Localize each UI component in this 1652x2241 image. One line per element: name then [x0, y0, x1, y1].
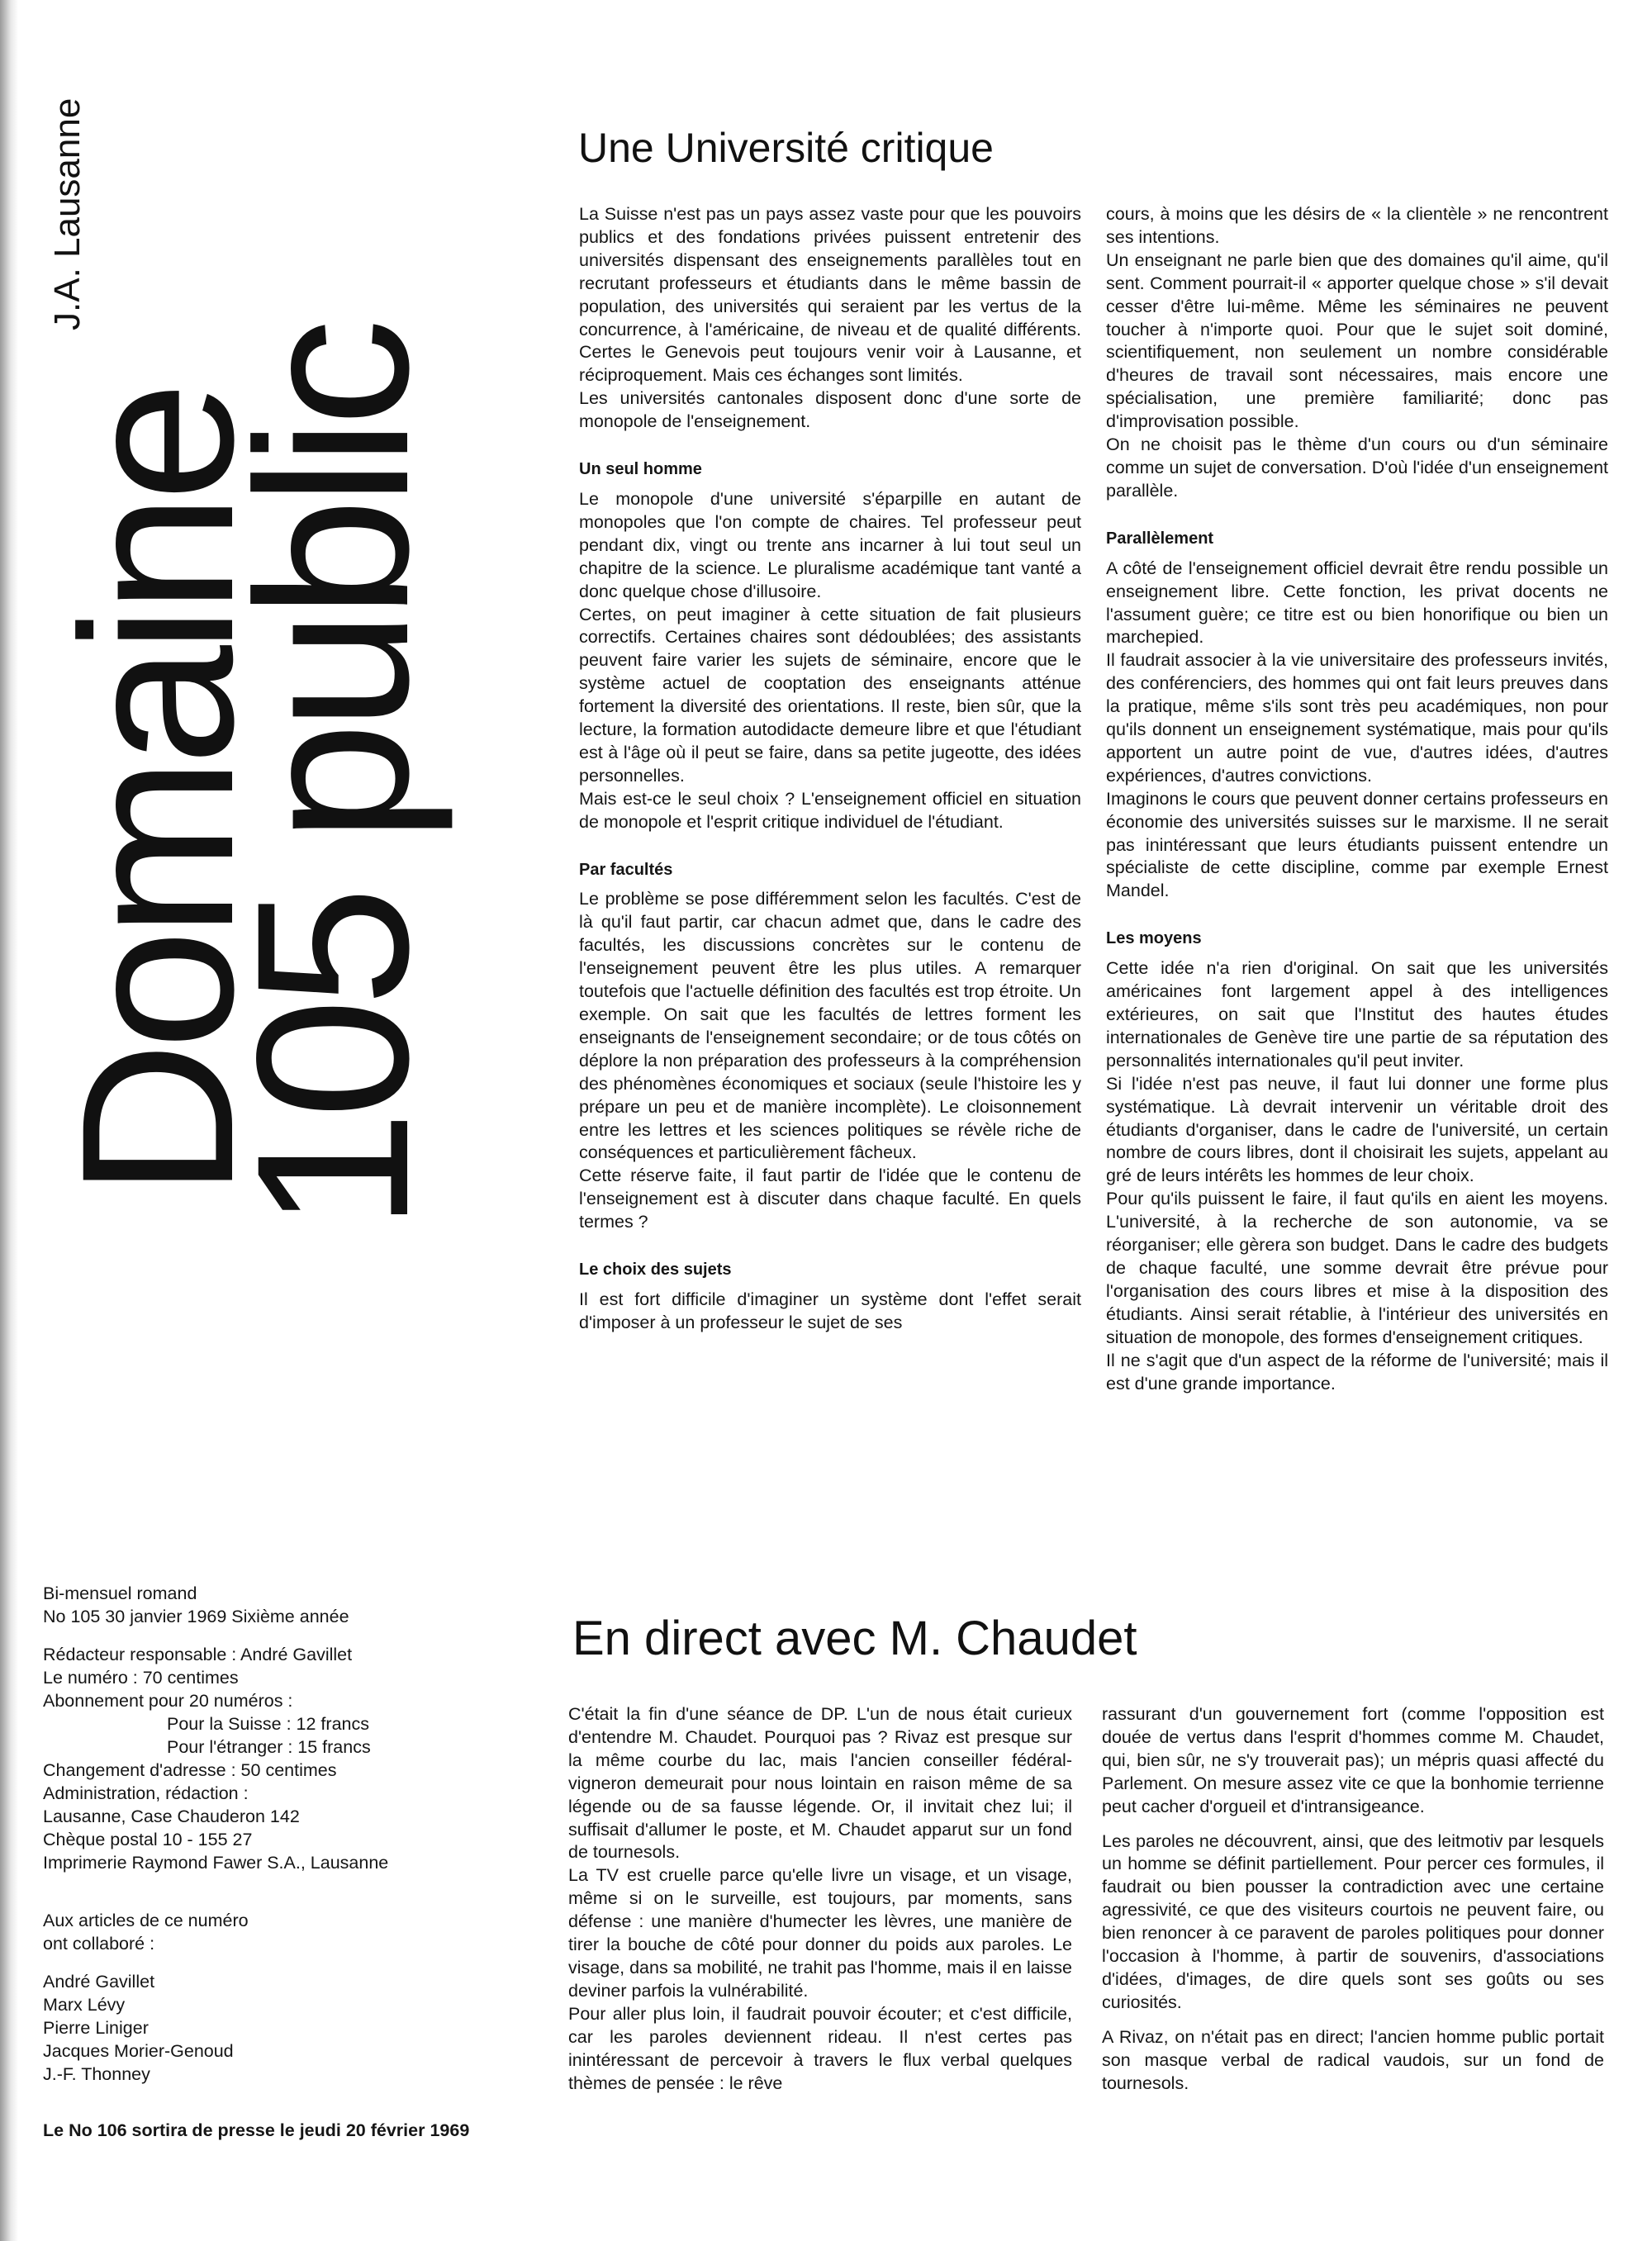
section-heading: Les moyens	[1106, 929, 1202, 948]
paragraph: C'était la fin d'une séance de DP. L'un de nous était curieux d'entendre M. Chaudet. Pourquoi pas ? Rivaz est presque sur la même courbe du lac, mais l'ancien conseiller fédéral-vigneron demeurait pour nous lointain en raison même de sa légende ou de sa fausse légende. Or, il invitait chez lui; il suffisait d'allumer le poste, et M. Chaudet apparut sur un fond de tournesols.	[568, 1704, 1072, 1863]
paragraph: Le problème se pose différemment selon les facultés. C'est de là qu'il faut partir, car chacun admet que, dans le cadre des facultés, les discussions concrètes sur le contenu de l'enseignement peuvent être les plus utiles. A remarquer toutefois que l'actuelle définition des facultés est trop étroite. Un exemple. On sait que les facultés de lettres forment les enseignants de l'enseignement secondaire; or de tous côtés on déplore la non préparation des professeurs à la compréhension des phénomènes économiques et sociaux (seule l'histoire les y prépare un peu et de manière incomplète). Le cloisonnement entre les lettres et les sciences politiques se révèle riche de conséquences et particulièrement fâcheux.	[579, 889, 1081, 1163]
paragraph: Les universités cantonales disposent donc d'une sorte de monopole de l'enseignement.	[579, 388, 1081, 432]
contributor-name: Jacques Morier-Genoud	[43, 2041, 234, 2061]
paragraph: cours, à moins que les désirs de « la clientèle » ne rencontrent ses intentions.	[1106, 204, 1608, 247]
section-heading: Par facultés	[579, 860, 673, 879]
colophon-line: Le numéro : 70 centimes	[43, 1668, 239, 1688]
paragraph: Mais est-ce le seul choix ? L'enseignement officiel en situation de monopole et l'esprit critique individuel de l'étudiant.	[579, 788, 1081, 832]
paragraph: La Suisse n'est pas un pays assez vaste pour que les pouvoirs publics et des fondations privées puissent entretenir des universités dispensant des enseignements parallèles tout en recrutant professeurs et étudiants dans le même bassin de population, des universités qui seraient par les vertus de la concurrence, à l'américaine, de niveau et de qualité différents. Certes le Genevois peut toujours venir voir à Lausanne, et réciproquement. Mais ces échanges sont limités.	[579, 204, 1081, 386]
section-heading: Le choix des sujets	[579, 1261, 732, 1280]
paragraph: Pour aller plus loin, il faudrait pouvoir écouter; et c'est difficile, car les paroles deviennent rideau. Il n'est certes pas inintéressant de percevoir à travers le flux verbal quelques thèmes de pensée : le rêve	[568, 2003, 1072, 2093]
paragraph: Cette réserve faite, il faut partir de l'idée que le contenu de l'enseignement est à discuter dans chaque faculté. En quels termes ?	[579, 1166, 1081, 1232]
paragraph: rassurant d'un gouvernement fort (comme l'opposition est douée de vertus dans l'esprit d'hommes comme M. Chaudet, qui, bien sûr, ne s'y trouverait pas); un mépris quasi affecté du Parlement. On mesure assez vite ce que la bonhomie terrienne peut cacher d'orgueil et d'intransigeance.	[1102, 1704, 1604, 1816]
contributors-heading: ont collaboré :	[43, 1934, 155, 1954]
masthead-issue-number: 105 public	[211, 326, 453, 1231]
colophon-line: No 105 30 janvier 1969 Sixième année	[43, 1607, 349, 1626]
page-edge-shadow	[0, 0, 18, 2241]
paragraph: Si l'idée n'est pas neuve, il faut lui donner une forme plus systématique. Là devrait intervenir un véritable droit des étudiants d'organiser, dans le cadre de l'université, un certain nombre de cours libres, dont il choisirait les sujets, appelant au gré de leurs intérêts les hommes de leur choix.	[1106, 1073, 1608, 1186]
article-1-column-2	[1106, 203, 1608, 1395]
masthead	[36, 25, 487, 1264]
paragraph: A Rivaz, on n'était pas en direct; l'ancien homme public portait son masque verbal de radical vaudois, sur un fond de tournesols.	[1102, 2026, 1604, 2093]
colophon	[43, 1582, 506, 2142]
paragraph: Cette idée n'a rien d'original. On sait que les universités américaines font largement appel à des intelligences extérieures, on sait que l'Institut des hautes études internationales de Genève tire une partie de sa réputation des personnalités internationales qu'il peut inviter.	[1106, 958, 1608, 1071]
colophon-price-line: Pour l'étranger : 15 francs	[167, 1737, 371, 1757]
next-issue-note: Le No 106 sortira de presse le jeudi 20 février 1969	[43, 2120, 470, 2140]
paragraph: Il ne s'agit que d'un aspect de la réforme de l'université; mais il est d'une grande importance.	[1106, 1350, 1608, 1394]
colophon-line: Abonnement pour 20 numéros :	[43, 1691, 293, 1711]
paragraph: La TV est cruelle parce qu'elle livre un visage, et un visage, même si on le surveille, est toujours, par moments, sans défense : une manière d'humecter les lèvres, une manière de tirer la bouche de côté pour donner du poids aux paroles. Le visage, dans sa mobilité, ne trahit pas l'homme, mais il en laisse deviner parfois la vulnérabilité.	[568, 1865, 1072, 2001]
masthead-postal-mark: J.A. Lausanne	[47, 97, 88, 330]
paragraph: On ne choisit pas le thème d'un cours ou d'un séminaire comme un sujet de conversation. D'où l'idée d'un enseignement parallèle.	[1106, 434, 1608, 501]
paragraph: Il faudrait associer à la vie universitaire des professeurs invités, des conférenciers, des hommes qui ont fait leurs preuves dans la pratique, même s'ils sont très peu académiques, non pour qu'ils donnent un enseignement systématique, mais pour qu'ils apportent un autre point de vue, d'autres idées, d'autres expériences, d'autres convictions.	[1106, 650, 1608, 786]
section-heading: Un seul homme	[579, 460, 702, 479]
colophon-line: Rédacteur responsable : André Gavillet	[43, 1645, 353, 1664]
paragraph: Le monopole d'une université s'éparpille en autant de monopoles que l'on compte de chaires. Tel professeur peut pendant dix, vingt ou trente ans incarner à lui tout seul un chapitre de la science. Le pluralisme académique tant vanté a donc quelque chose d'illusoire.	[579, 488, 1081, 601]
colophon-line: Imprimerie Raymond Fawer S.A., Lausanne	[43, 1853, 389, 1873]
article-2-column-1	[568, 1703, 1072, 2095]
contributors-heading: Aux articles de ce numéro	[43, 1911, 249, 1930]
colophon-line: Lausanne, Case Chauderon 142	[43, 1807, 300, 1826]
paragraph: Les paroles ne découvrent, ainsi, que des leitmotiv par lesquels un homme se définit partiellement. Pour percer ces formules, il faudrait ou bien pousser la contradiction avec une certaine agressivité, ce que des visiteurs courtois ne peuvent faire, ou bien renoncer à ce paravent de paroles politiques pour donner l'occasion à l'homme, à partir de souvenirs, d'associations d'idées, d'images, de dire quels sont ses goûts ou ses curiosités.	[1102, 1830, 1604, 2012]
paragraph: Un enseignant ne parle bien que des domaines qu'il aime, qu'il sent. Comment pourrait-il « apporter quelque chose » s'il devait cesser d'être lui-même. Même les séminaires ne peuvent toucher à n'importe quoi. Pour que le sujet soit dominé, scientifiquement, non seulement un nombre considérable d'heures de travail sont nécessaires, mais encore une spécialisation, une première familiarité; donc pas d'improvisation possible.	[1106, 249, 1608, 432]
paragraph: Pour qu'ils puissent le faire, il faut qu'ils en aient les moyens. L'université, à la recherche de son autonomie, va se réorganiser; elle gèrera son budget. Dans le cadre des budgets de chaque faculté, une somme devrait être prévue pour l'organisation des cours libres et mise à la disposition des étudiants. Ainsi serait rétablie, à l'intérieur des universités en situation de monopole, des formes d'enseignement critiques.	[1106, 1189, 1608, 1347]
paragraph: Certes, on peut imaginer à cette situation de fait plusieurs correctifs. Certaines chaires sont dédoublées; des assistants peuvent faire varier les sujets de séminaire, encore que le système actuel de cooptation des enseignants atténue fortement la diversité des orientations. Il reste, bien sûr, que la lecture, la formation autodidacte demeure libre et que l'étudiant est à l'âge où il peut se faire, dans sa petite jugeotte, des idées personnelles.	[579, 604, 1081, 786]
colophon-line: Bi-mensuel romand	[43, 1583, 197, 1603]
colophon-line: Changement d'adresse : 50 centimes	[43, 1760, 337, 1780]
contributor-name: Marx Lévy	[43, 1995, 126, 2015]
paragraph: Imaginons le cours que peuvent donner certains professeurs en économie des universités suisses sur le marxisme. Il ne serait pas inintéressant que leurs étudiants puissent entendre un spécialiste de cette discipline, comme par exemple Ernest Mandel.	[1106, 788, 1608, 901]
section-heading: Parallèlement	[1106, 529, 1214, 548]
colophon-line: Chèque postal 10 - 155 27	[43, 1830, 253, 1849]
article-2-column-2	[1102, 1703, 1604, 2096]
article-1-column-1	[579, 203, 1081, 1335]
colophon-price-line: Pour la Suisse : 12 francs	[167, 1714, 369, 1734]
colophon-line: Administration, rédaction :	[43, 1783, 249, 1803]
contributor-name: J.-F. Thonney	[43, 2064, 150, 2084]
article-1-headline: Une Université critique	[578, 125, 994, 171]
paragraph: Il est fort difficile d'imaginer un système dont l'effet serait d'imposer à un professeur le sujet de ses	[579, 1289, 1081, 1332]
contributor-name: André Gavillet	[43, 1972, 155, 1992]
masthead-title: Domaine	[36, 389, 278, 1198]
paragraph: A côté de l'enseignement officiel devrait être rendu possible un enseignement libre. Cette fonction, les privat docents ne l'assument guère; ce titre est ou bien honorifique ou bien un marchepied.	[1106, 558, 1608, 648]
article-2-headline: En direct avec M. Chaudet	[572, 1612, 1137, 1665]
contributor-name: Pierre Liniger	[43, 2018, 149, 2038]
